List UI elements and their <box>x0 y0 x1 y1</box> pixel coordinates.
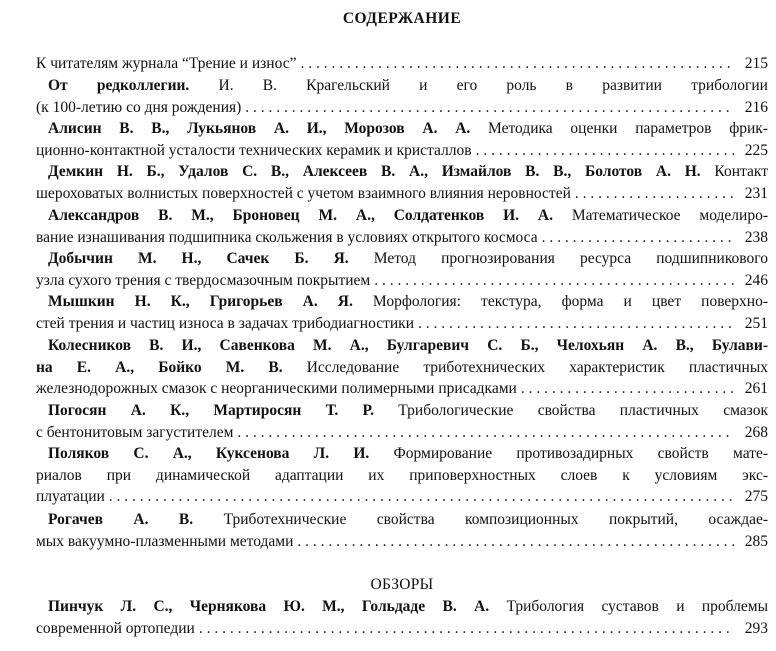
page-title: СОДЕРЖАНИЕ <box>342 10 462 27</box>
entry-title-text: (к 100-летию со дня рождения) <box>36 98 242 116</box>
entry-title-text: Контакт <box>700 163 768 180</box>
toc-entry[interactable] <box>36 596 768 639</box>
toc-entry[interactable] <box>36 400 768 443</box>
toc-entry-line <box>36 140 768 162</box>
page-number: 225 <box>744 141 768 159</box>
page-number: 285 <box>744 532 768 550</box>
page-number: 293 <box>744 619 768 637</box>
toc-entry-line <box>36 335 768 357</box>
toc-entry-line <box>36 248 768 270</box>
toc-entry-line <box>36 205 768 227</box>
entry-title-text: плуатации <box>36 488 105 506</box>
toc-entry-line <box>36 596 768 618</box>
toc-entry-line <box>36 161 768 183</box>
toc-entry-line <box>36 97 768 119</box>
toc-entry[interactable] <box>36 509 768 552</box>
toc-entry[interactable] <box>36 443 768 508</box>
dot-leader <box>476 140 734 162</box>
entry-authors: От редколлегии. <box>48 77 190 94</box>
dot-leader <box>245 97 734 119</box>
entry-title-text: Трибологические свойства пластичных смазок <box>373 402 768 419</box>
entry-title <box>36 486 105 508</box>
toc-entry-line <box>36 75 768 97</box>
page-number: 238 <box>744 228 768 246</box>
dot-leader <box>542 227 734 249</box>
entry-title-text: Исследование триботехнических характеристик пластичных <box>282 358 768 376</box>
toc-entry-line <box>36 53 768 75</box>
toc-entry-line <box>36 509 768 531</box>
entry-title <box>36 313 414 335</box>
toc-entry-line <box>36 118 768 140</box>
toc-entry[interactable] <box>36 75 768 118</box>
entry-title-text: шероховатых волнистых поверхностей с учетом взаимного влияния неровностей <box>36 184 571 202</box>
entry-title-text: стей трения и частиц износа в задачах трибодиагностики <box>36 314 414 332</box>
toc-entry-line <box>36 357 768 379</box>
toc-entry-line <box>36 443 768 465</box>
toc-entry-line <box>36 400 768 422</box>
toc-entry[interactable] <box>36 248 768 291</box>
entry-title <box>36 97 241 119</box>
entry-title-text: Триботехнические свойства композиционных покрытий, осаждае- <box>193 511 768 528</box>
page-number: 246 <box>744 271 768 289</box>
toc-entry-line <box>36 270 768 292</box>
entry-title <box>36 53 296 75</box>
entry-authors: Алисин В. В., Лукьянов А. И., Морозов А. А. <box>48 120 471 137</box>
entry-title-text: Трибология суставов и проблемы <box>489 598 768 615</box>
entry-title-text: железнодорожных смазок с неорганическими полимерными присадками <box>36 380 517 398</box>
toc-entry-line <box>36 422 768 444</box>
dot-leader <box>300 53 734 75</box>
toc-entry-line <box>36 486 768 508</box>
dot-leader <box>418 313 734 335</box>
entry-title <box>36 183 571 205</box>
entry-title-text: вание изнашивания подшипника скольжения в условиях открытого космоса <box>36 228 538 246</box>
entry-authors: Колесников В. И., Савенкова М. А., Булгаревич С. Б., Челохьян А. В., Булави- <box>48 337 768 354</box>
entry-authors: Мышкин Н. К., Григорьев А. Я. <box>48 293 353 310</box>
entry-authors: Пинчук Л. С., Чернякова Ю. М., Гольдаде В. А. <box>48 598 490 615</box>
entry-authors: Поляков С. А., Куксенова Л. И. <box>48 445 370 462</box>
toc-entry-line <box>36 313 768 335</box>
entry-title-text: Метод прогнозирования ресурса подшипникового <box>348 250 768 267</box>
entry-title-text: с бентонитовым загустителем <box>36 423 234 441</box>
entry-title-text: ционно-контактной усталости технических керамик и кристаллов <box>36 141 472 159</box>
table-of-contents-page <box>36 0 768 651</box>
dot-leader <box>575 183 734 205</box>
entry-authors: Погосян А. К., Мартиросян Т. Р. <box>48 402 374 419</box>
toc-entry[interactable] <box>36 205 768 248</box>
entry-title-text: современной ортопедии <box>36 619 195 637</box>
page-number: 215 <box>744 55 768 72</box>
entry-title-text: К читателям журнала “Трение и износ” <box>36 55 297 72</box>
entry-authors: Добычин М. Н., Сачек Б. Я. <box>48 250 349 267</box>
page-number: 216 <box>744 98 768 116</box>
entry-title <box>36 422 233 444</box>
page-number: 268 <box>744 423 768 441</box>
toc-entry[interactable] <box>36 118 768 161</box>
toc-entry-line <box>36 227 768 249</box>
dot-leader <box>521 378 734 400</box>
toc-entry-line <box>36 531 768 553</box>
page-number: 251 <box>744 314 768 332</box>
entry-title <box>36 227 538 249</box>
dot-leader <box>109 486 734 508</box>
entry-title <box>36 618 195 640</box>
entry-authors: на Е. А., Бойко М. В. <box>36 358 283 376</box>
toc-entry-line <box>36 291 768 313</box>
toc-entry[interactable] <box>36 53 768 75</box>
toc-entry-line <box>36 378 768 400</box>
toc-entry-line <box>36 465 768 487</box>
page-number: 231 <box>744 184 768 202</box>
toc-entry[interactable] <box>36 161 768 204</box>
entry-title-text: Морфология: текстура, форма и цвет поверхно- <box>352 293 768 310</box>
entry-authors: Рогачев А. В. <box>48 511 194 528</box>
dot-leader <box>374 270 734 292</box>
page-number: 275 <box>744 488 768 506</box>
entry-title-text: Методика оценки параметров фрик- <box>470 120 768 137</box>
entry-title-text: И. В. Крагельский и его роль в развитии трибологии <box>189 77 768 94</box>
entry-title <box>36 531 293 553</box>
entry-title <box>36 270 370 292</box>
entry-title-text: риалов при динамической адаптации их приповерхностных слоев к условиям экс- <box>36 466 768 484</box>
dot-leader <box>297 531 734 553</box>
entry-title <box>36 140 472 162</box>
toc-entry-line <box>36 183 768 205</box>
toc-entry-line <box>36 618 768 640</box>
entry-title-text: Математическое моделиро- <box>552 207 768 224</box>
toc-entry[interactable] <box>36 335 768 400</box>
entry-title-text: Формирование противозадирных свойств мате- <box>369 445 768 462</box>
entry-title <box>36 378 517 400</box>
page-number: 261 <box>744 380 768 398</box>
entry-title-text: мых вакуумно-плазменными методами <box>36 532 294 550</box>
dot-leader <box>237 422 734 444</box>
entry-authors: Демкин Н. Б., Удалов С. В., Алексеев В. А., Измайлов В. В., Болотов А. Н. <box>48 163 701 180</box>
entry-title-text: узла сухого трения с твердосмазочным покрытием <box>36 271 371 289</box>
toc-entry[interactable] <box>36 291 768 334</box>
entry-authors: Александров В. М., Броновец М. А., Солдатенков И. А. <box>48 207 553 224</box>
dot-leader <box>199 618 734 640</box>
section-title-reviews: ОБЗОРЫ <box>370 576 434 593</box>
